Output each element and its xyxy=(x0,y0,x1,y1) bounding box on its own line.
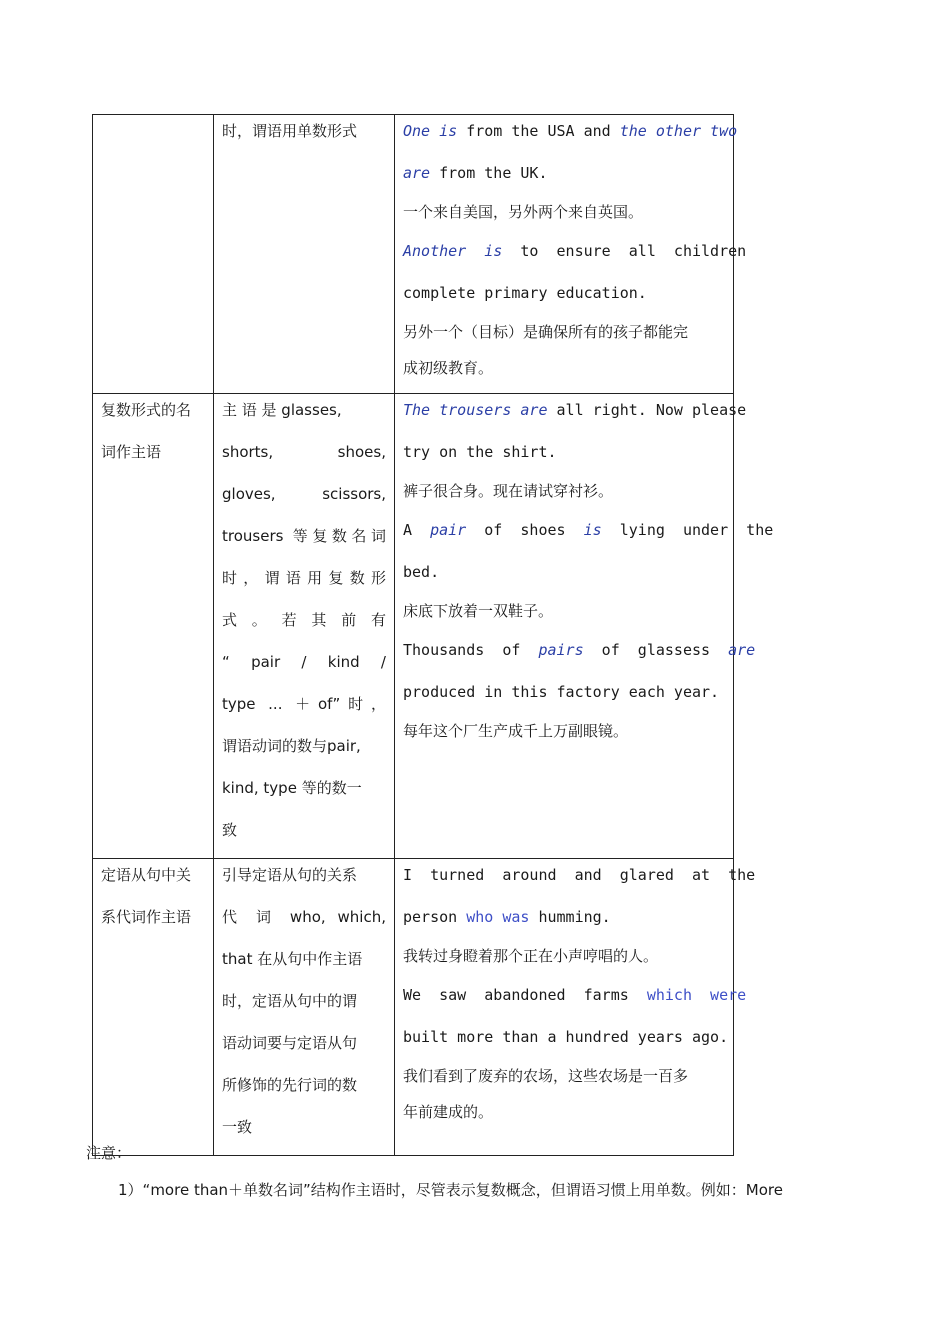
example-translation xyxy=(403,321,725,357)
sentence-text: 每年这个厂生产成千上万副眼镜。 xyxy=(403,722,629,740)
example-translation xyxy=(403,201,725,237)
rule-line: type ... ＋of”时， xyxy=(222,695,386,713)
example-sentence xyxy=(403,903,725,945)
example-sentence xyxy=(403,396,747,438)
sentence-text: complete primary education. xyxy=(403,284,647,302)
example-sentence xyxy=(403,438,725,480)
rule-line: trousers 等复数名词 xyxy=(222,527,386,545)
table-row xyxy=(93,394,734,859)
highlighted-phrase: which were xyxy=(646,986,747,1004)
grammar-table-body xyxy=(93,115,774,1156)
rule-line: 语动词要与定语从句 xyxy=(222,1034,358,1052)
example-sentence xyxy=(403,279,725,321)
example-sentence xyxy=(403,516,774,558)
example-sentence xyxy=(403,159,725,201)
rule-line: 主 语 是 glasses, xyxy=(222,401,342,419)
category-cell xyxy=(93,859,214,1156)
example-sentence xyxy=(403,678,725,720)
rule-line: 式 。 若 其 前 有 xyxy=(222,611,386,629)
sentence-text: lying under the xyxy=(601,521,774,539)
highlighted-phrase: Another is xyxy=(403,242,503,260)
example-sentence xyxy=(403,981,747,1023)
category-line: 复数形式的名 xyxy=(101,401,192,419)
table-row xyxy=(93,859,734,1156)
sentence-text: A xyxy=(403,521,431,539)
sentence-text: person xyxy=(403,908,467,926)
rule-cell xyxy=(214,859,395,1156)
sentence-text: 成初级教育。 xyxy=(403,359,494,377)
sentence-text: Thousands of xyxy=(403,641,539,659)
category-cell xyxy=(93,394,214,859)
highlighted-phrase: who was xyxy=(466,908,530,926)
example-translation xyxy=(403,720,725,756)
highlighted-phrase: are xyxy=(403,164,431,182)
rule-line: 致 xyxy=(222,821,238,839)
highlighted-phrase: pairs xyxy=(538,641,584,659)
rule-line: 时，定语从句中的谓 xyxy=(222,992,358,1010)
sentence-text: from the UK. xyxy=(430,164,548,182)
example-translation xyxy=(403,1065,725,1101)
category-line: 词作主语 xyxy=(101,443,162,461)
example-translation xyxy=(403,1101,725,1137)
sentence-text: 我们看到了废弃的农场，这些农场是一百多 xyxy=(403,1067,689,1085)
highlighted-phrase: The trousers are xyxy=(403,401,548,419)
sentence-text: of shoes xyxy=(466,521,584,539)
sentence-text: 裤子很合身。现在请试穿衬衫。 xyxy=(403,482,614,500)
example-cell xyxy=(395,859,756,1156)
example-cell xyxy=(395,394,774,859)
example-translation xyxy=(403,480,725,516)
sentence-text: 另外一个（目标）是确保所有的孩子都能完 xyxy=(403,323,689,341)
highlighted-phrase: pair xyxy=(430,521,467,539)
rule-line: gloves, scissors, xyxy=(222,485,386,503)
sentence-text: of glassess xyxy=(583,641,729,659)
sentence-text: from the USA and xyxy=(457,122,620,140)
sentence-text: built more than a hundred years ago. xyxy=(403,1028,729,1046)
rule-line: 时，谓语用复数形 xyxy=(222,569,386,587)
rule-line: shorts, shoes, xyxy=(222,443,386,461)
note-item-1: 1）“more than＋单数名词”结构作主语时，尽管表示复数概念，但谓语习惯上用单数。例如：More xyxy=(118,1181,783,1199)
sentence-text: 床底下放着一双鞋子。 xyxy=(403,602,554,620)
sentence-text: 一个来自美国，另外两个来自英国。 xyxy=(403,203,644,221)
example-sentence xyxy=(403,1023,729,1065)
sentence-text: We saw abandoned farms xyxy=(403,986,647,1004)
sentence-text: to ensure all children xyxy=(502,242,747,260)
example-sentence xyxy=(403,117,738,159)
rule-cell xyxy=(214,394,395,859)
rule-line: 引导定语从句的关系 xyxy=(222,866,358,884)
example-translation xyxy=(403,945,725,981)
note-heading: 注意： xyxy=(86,1144,132,1162)
example-sentence xyxy=(403,237,747,279)
rule-line: 代 词 who, which, xyxy=(222,908,386,926)
rule-line: 一致 xyxy=(222,1118,253,1136)
table-row xyxy=(93,115,734,394)
example-sentence xyxy=(403,636,756,678)
highlighted-phrase: One is xyxy=(403,122,458,140)
highlighted-phrase: is xyxy=(583,521,602,539)
example-translation xyxy=(403,357,725,393)
sentence-text: try on the shirt. xyxy=(403,443,557,461)
rule-cell xyxy=(214,115,395,394)
rule-line: 谓语动词的数与pair, xyxy=(222,737,361,755)
example-sentence xyxy=(403,861,756,903)
grammar-table xyxy=(92,114,774,1156)
category-cell xyxy=(93,115,214,394)
rule-line: “ pair / kind / xyxy=(222,653,386,671)
sentence-text: humming. xyxy=(529,908,611,926)
rule-line: kind, type 等的数一 xyxy=(222,779,362,797)
rule-line: that 在从句中作主语 xyxy=(222,950,363,968)
rule-line: 时，谓语用单数形式 xyxy=(222,122,358,140)
example-cell xyxy=(395,115,747,394)
highlighted-phrase: the other two xyxy=(619,122,738,140)
sentence-text: 我转过身瞪着那个正在小声哼唱的人。 xyxy=(403,947,659,965)
sentence-text: all right. Now please xyxy=(547,401,747,419)
category-line: 系代词作主语 xyxy=(101,908,192,926)
sentence-text: produced in this factory each year. xyxy=(403,683,720,701)
example-sentence xyxy=(403,558,725,600)
rule-line: 所修饰的先行词的数 xyxy=(222,1076,358,1094)
highlighted-phrase: are xyxy=(728,641,756,659)
sentence-text: I turned around and glared at the xyxy=(403,866,756,884)
sentence-text: bed. xyxy=(403,563,440,581)
sentence-text: 年前建成的。 xyxy=(403,1103,494,1121)
example-translation xyxy=(403,600,725,636)
category-line: 定语从句中关 xyxy=(101,866,192,884)
